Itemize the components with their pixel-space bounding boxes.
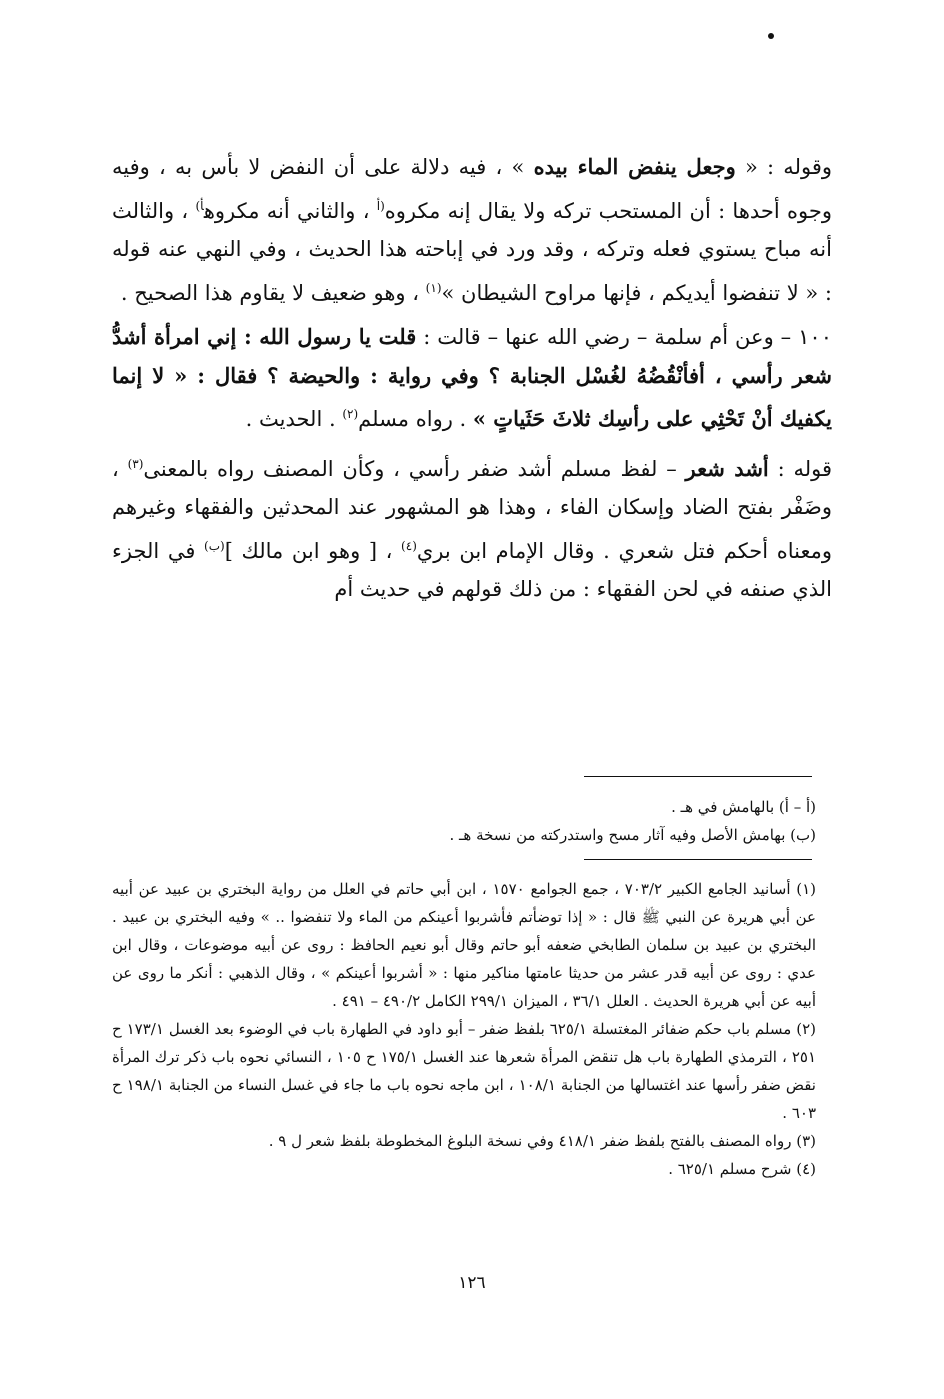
emphasis-text: قلت يا رسول الله : إني امرأة أشدُّ شعر رأسي ، أفأنْقُضُهُ لغُسْل الجنابة ؟ وفي رواية : والحيضة ؟ فقال : « لا إنما يكفيك أنْ تَحْثِي على رأسِك ثلاثَ حَثَياتٍ »	[112, 324, 832, 431]
footnote	[112, 875, 816, 1015]
margin-note-label: (أ – أ)	[778, 798, 816, 816]
footnote	[112, 1015, 816, 1127]
footnote-ref: (ب)	[204, 538, 225, 553]
body-text: ، والثاني أنه مكروه	[203, 198, 377, 223]
footnote-ref: (٢)	[342, 407, 359, 421]
footnote-ref: (أ	[376, 198, 385, 213]
footnote-label: (٣)	[796, 1132, 816, 1150]
paragraph-commentary-1	[112, 148, 832, 312]
page-number: ١٢٦	[458, 1273, 486, 1293]
footnotes	[112, 875, 816, 1183]
footnote-ref: (٤)	[401, 538, 417, 553]
footnote-text: أسانيد الجامع الكبير ٧٠٣/٢ ، جمع الجوامع ١٥٧٠ ، ابن أبي حاتم في العلل من رواية البختري بن عبيد عن أبيه عن أبي هريرة عن النبي ﷺ قال : « إذا توضأتم فأشربوا أعينكم من الماء ولا تنفضوا .. » وفيه البختري بن عبيد . البختري بن عبيد بن سلمان الطابخي ضعفه أبو حاتم وقال أبو نعيم الحافظ : روى عن أبيه موضوعات ، وقال ابن عدي : روى عن أبيه قدر عشر من حديثا عامتها مناكير منها : « أشربوا أعينكم » ، وقال الذهبي : أنكر ما روى عن أبيه عن أبي هريرة الحديث . العلل ٣٦/١ ، الميزان ٢٩٩/١ الكامل ٤٩٠/٢ – ٤٩١ .	[112, 880, 817, 1010]
main-text	[112, 148, 832, 609]
body-text: ١٠٠ – وعن أم سلمة – رضي الله عنها – قالت :	[416, 325, 832, 349]
paragraph-commentary-2	[112, 445, 832, 609]
body-text: قوله :	[768, 456, 833, 481]
emphasis-text: وجعل ينفض الماء بيده	[533, 154, 736, 179]
footnote-label: (١)	[796, 880, 817, 898]
body-text: . الحديث .	[245, 407, 343, 431]
body-text: ، وضَفْر بفتح الضاد وإسكان الفاء ، وهذا هو المشهور عند المحدثين والفقهاء وغيرهم ومعناه أحكم فتل شعري . وقال الإمام ابن بري	[112, 456, 832, 563]
page-mark-dot	[768, 33, 774, 39]
body-text: . رواه مسلم	[358, 407, 473, 431]
footnote-text: شرح مسلم ٦٢٥/١ .	[668, 1160, 797, 1178]
footnotes-separator	[584, 859, 812, 860]
footnote	[112, 1155, 816, 1183]
footnote-ref: (٣)	[127, 456, 144, 471]
body-text: ، [ وهو ابن مالك ]	[224, 538, 402, 563]
margin-note-text: بالهامش في هـ .	[671, 798, 779, 816]
body-text: وقوله : «	[735, 155, 832, 179]
paragraph-hadith-100	[112, 318, 832, 439]
body-text: ، والثالث أنه مباح يستوي فعله وتركه ، وقد ورد في إباحته هذا الحديث ، وفي النهي عنه قوله : « لا تنفضوا أيديكم ، فإنها مراوح الشيطان »	[112, 198, 832, 305]
body-text: ، وهو ضعيف لا يقاوم هذا الصحيح .	[120, 280, 426, 305]
footnote-text: رواه المصنف بالفتح بلفظ ضفر ٤١٨/١ وفي نسخة البلوغ المخطوطة بلفظ شعر ل ٩ .	[268, 1132, 797, 1150]
margin-note-label: (ب)	[790, 826, 816, 844]
body-text: في الجزء الذي صنفه في لحن الفقهاء : من ذلك قولهم في حديث أم	[112, 538, 832, 601]
body-text: – لفظ مسلم أشد ضفر رأسي ، وكأن المصنف رواه بالمعنى	[143, 456, 686, 481]
footnote	[112, 1127, 816, 1155]
margin-note	[112, 821, 816, 849]
margin-notes	[112, 793, 816, 849]
footnote-label: (٢)	[796, 1020, 816, 1038]
margin-note-text: بهامش الأصل وفيه آثار مسح واستدركته من نسخة هـ .	[449, 826, 791, 844]
footnote-label: (٤)	[796, 1160, 816, 1178]
footnote-ref: (١)	[425, 280, 442, 295]
emphasis-text: أشد شعر	[685, 455, 769, 481]
footnote-ref: أ)	[195, 198, 204, 213]
margin-notes-separator	[584, 776, 812, 777]
footnote-text: مسلم باب حكم ضفائر المغتسلة ٦٢٥/١ بلفظ ضفر – أبو داود في الطهارة باب في الوضوء بعد الغسل ١٧٣/١ ح ٢٥١ ، الترمذي الطهارة باب هل تنقض المرأة شعرها عند الغسل ١٧٥/١ ح ١٠٥ ، النسائي نحوه باب ذكر ترك المرأة نقض ضفر رأسها عند اغتسالها من الجنابة ١٠٨/١ ، ابن ماجه نحوه باب ما جاء في غسل النساء من الجنابة ١٩٨/١ ح ٦٠٣ .	[112, 1020, 816, 1122]
body-text: » ، فيه دلالة على أن النفض لا بأس به ، وفيه وجوه أحدها : أن المستحب تركه ولا يقال إنه مكروه	[112, 155, 832, 223]
margin-note	[112, 793, 816, 821]
